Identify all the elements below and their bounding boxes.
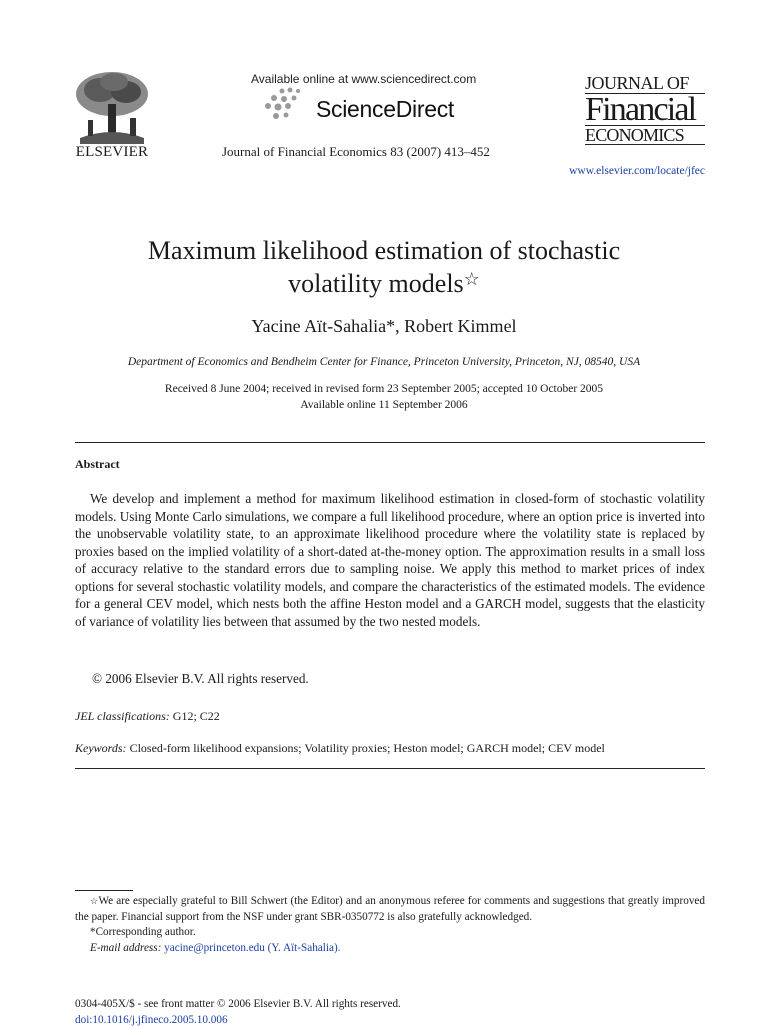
acknowledgment-text: We are especially grateful to Bill Schwert (the Editor) and an anonymous referee for comments and suggestions that greatly improved the paper. Financial support from the NSF under grant SBR-0350772 is also gratefully acknowledged. (75, 895, 705, 923)
email-line (75, 941, 705, 957)
front-matter: 0304-405X/$ - see front matter © 2006 Elsevier B.V. All rights reserved. (75, 998, 401, 1010)
journal-logo-line: JOURNAL OF (585, 74, 705, 94)
abstract-heading: Abstract (75, 457, 120, 471)
abstract-body (75, 490, 705, 630)
abstract-copyright: © 2006 Elsevier B.V. All rights reserved. (92, 671, 309, 686)
jel-label: JEL classifications: (75, 709, 170, 723)
acknowledgment-footnote (75, 894, 705, 925)
footnote-rule (75, 890, 133, 891)
journal-logo-line: Financial (585, 91, 696, 128)
journal-logo-line: ECONOMICS (585, 125, 705, 145)
footnotes (75, 894, 705, 956)
bottom-divider (75, 768, 705, 769)
keywords-value: Closed-form likelihood expansions; Volatility proxies; Heston model; GARCH model; CEV model (126, 741, 605, 755)
received-dates: Received 8 June 2004; received in revised form 23 September 2005; accepted 10 October 2005 (164, 383, 604, 395)
doi-link[interactable]: doi:10.1016/j.jfineco.2005.10.006 (75, 1014, 228, 1026)
title-line: Maximum likelihood estimation of stochastic (147, 236, 621, 265)
keywords-label: Keywords: (75, 741, 127, 755)
keywords (75, 741, 605, 756)
article-dates (0, 381, 768, 413)
article-title (0, 234, 768, 300)
journal-homepage-link[interactable]: www.elsevier.com/locate/jfec (569, 165, 705, 177)
available-online-text: Available online at www.sciencedirect.com (251, 72, 477, 86)
title-text: volatility models (288, 269, 464, 298)
sciencedirect-wordmark: ScienceDirect (316, 96, 454, 122)
publisher-name: ELSEVIER (75, 144, 149, 160)
corresponding-author-note: *Corresponding author. (90, 926, 196, 938)
footnote-star-mark: ☆ (90, 896, 99, 906)
affiliation: Department of Economics and Bendheim Center for Finance, Princeton University, Princeton, NJ, 08540, USA (127, 356, 641, 368)
journal-citation: Journal of Financial Economics 83 (2007) 413–452 (222, 144, 490, 159)
sciencedirect-dots-icon (262, 86, 310, 122)
top-divider (75, 442, 705, 443)
available-date: Available online 11 September 2006 (300, 399, 468, 411)
email-label: E-mail address: (90, 941, 162, 954)
abstract-text: We develop and implement a method for maximum likelihood estimation in closed-form of stochastic volatility models. Using Monte Carlo simulations, we compare a full likelihood procedure, where an option price is inverted into the unobservable volatility state, to an approximate likelihood procedure where the volatility state is replaced by proxies based on the implied volatility of a short-dated at-the-money option. The approximation results in a small loss of accuracy relative to the standard errors due to sampling noise. We apply this method to market prices of index options for several stochastic volatility models, and compare the characteristics of the estimated models. The evidence for a general CEV model, which nests both the affine Heston model and a GARCH model, suggests that the elasticity of variance of volatility lies between that assumed by the two nested models. (75, 491, 705, 629)
jel-classifications (75, 709, 220, 724)
author-list: Yacine Aït-Sahalia*, Robert Kimmel (251, 316, 517, 336)
journal-logo (585, 74, 705, 145)
email-link[interactable]: yacine@princeton.edu (Y. Aït-Sahalia). (161, 941, 341, 954)
title-line (0, 267, 768, 300)
jel-value: G12; C22 (169, 709, 220, 723)
title-footnote-mark[interactable]: ☆ (463, 269, 480, 289)
